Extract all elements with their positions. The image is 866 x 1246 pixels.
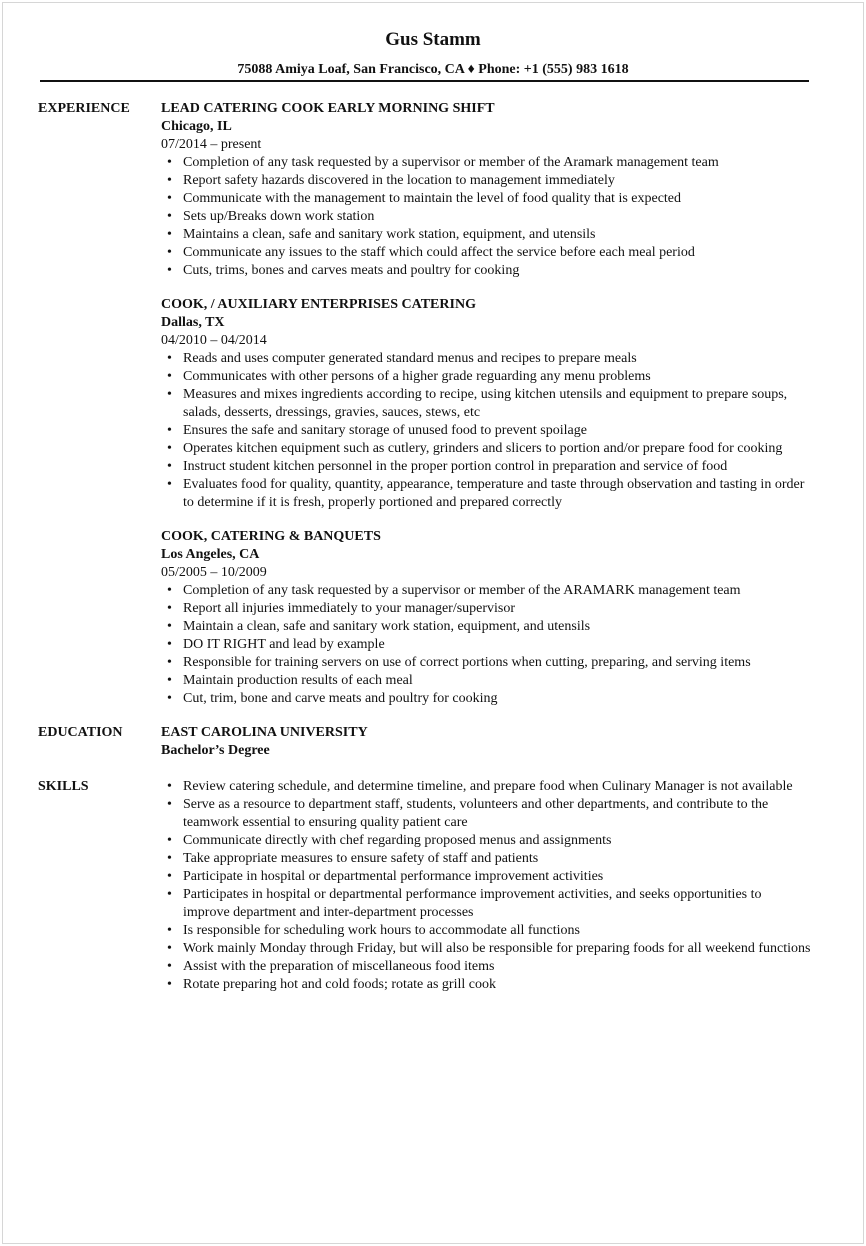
resume-content [0,100,866,994]
job-duties [161,154,811,280]
skill-item: • Communicate directly with chef regarding proposed menus and assignments [161,832,811,850]
duty-item: • DO IT RIGHT and lead by example [161,636,811,654]
skill-item: • Work mainly Monday through Friday, but will also be responsible for preparing foods for all weekend functions [161,940,811,958]
duty-item: • Maintain a clean, safe and sanitary work station, equipment, and utensils [161,618,811,636]
skill-item: • Take appropriate measures to ensure safety of staff and patients [161,850,811,868]
skill-item: • Is responsible for scheduling work hours to accommodate all functions [161,922,811,940]
skill-item: • Assist with the preparation of miscellaneous food items [161,958,811,976]
skills-heading: SKILLS [38,779,89,794]
job-location: Los Angeles, CA [161,547,260,562]
duty-item: • Cuts, trims, bones and carves meats and poultry for cooking [161,262,811,280]
duty-item: • Communicate any issues to the staff which could affect the service before each meal period [161,244,811,262]
duty-item: • Report safety hazards discovered in the location to management immediately [161,172,811,190]
degree-name: Bachelor’s Degree [161,743,270,758]
duty-item: • Maintain production results of each meal [161,672,811,690]
job-entry [161,296,811,512]
job-location: Chicago, IL [161,119,232,134]
education-heading: EDUCATION [38,725,123,740]
duty-item: • Evaluates food for quality, quantity, appearance, temperature and taste through observation and tasting in order to determine if it is fresh, properly portioned and prepared correctly [161,476,811,512]
duty-item: • Completion of any task requested by a supervisor or member of the Aramark management team [161,154,811,172]
header-divider [40,80,809,82]
duty-item: • Operates kitchen equipment such as cutlery, grinders and slicers to portion and/or prepare food for cooking [161,440,811,458]
job-dates: 05/2005 – 10/2009 [161,565,267,580]
duty-item: • Responsible for training servers on use of correct portions when cutting, preparing, and serving items [161,654,811,672]
job-duties [161,582,811,708]
duty-item: • Sets up/Breaks down work station [161,208,811,226]
contact-line: 75088 Amiya Loaf, San Francisco, CA ♦ Phone: +1 (555) 983 1618 [237,62,629,77]
job-title: LEAD CATERING COOK EARLY MORNING SHIFT [161,101,495,116]
duty-item: • Maintains a clean, safe and sanitary work station, equipment, and utensils [161,226,811,244]
duty-item: • Report all injuries immediately to your manager/supervisor [161,600,811,618]
job-dates: 04/2010 – 04/2014 [161,333,267,348]
duty-item: • Instruct student kitchen personnel in the proper portion control in preparation and service of food [161,458,811,476]
skill-item: • Review catering schedule, and determine timeline, and prepare food when Culinary Manager is not available [161,778,811,796]
job-title: COOK, CATERING & BANQUETS [161,529,381,544]
duty-item: • Cut, trim, bone and carve meats and poultry for cooking [161,690,811,708]
duty-item: • Measures and mixes ingredients according to recipe, using kitchen utensils and equipment to prepare soups, salads, desserts, dressings, gravies, sauces, stews, etc [161,386,811,422]
skills-list [161,778,811,994]
duty-item: • Communicate with the management to maintain the level of food quality that is expected [161,190,811,208]
skill-item: • Participates in hospital or departmental performance improvement activities, and seeks opportunities to improve department and inter-department processes [161,886,811,922]
duty-item: • Communicates with other persons of a higher grade reguarding any menu problems [161,368,811,386]
job-entry [161,528,811,708]
school-name: EAST CAROLINA UNIVERSITY [161,725,368,740]
experience-section [0,100,866,708]
education-section [0,724,866,760]
candidate-name: Gus Stamm [385,29,481,50]
job-duties [161,350,811,512]
duty-item: • Completion of any task requested by a supervisor or member of the ARAMARK management team [161,582,811,600]
skill-item: • Rotate preparing hot and cold foods; rotate as grill cook [161,976,811,994]
job-dates: 07/2014 – present [161,137,262,152]
skills-section [0,778,866,994]
duty-item: • Ensures the safe and sanitary storage of unused food to prevent spoilage [161,422,811,440]
experience-heading: EXPERIENCE [38,101,130,116]
duty-item: • Reads and uses computer generated standard menus and recipes to prepare meals [161,350,811,368]
skill-item: • Participate in hospital or departmental performance improvement activities [161,868,811,886]
job-location: Dallas, TX [161,315,225,330]
job-title: COOK, / AUXILIARY ENTERPRISES CATERING [161,297,476,312]
job-entry [161,100,811,280]
skill-item: • Serve as a resource to department staff, students, volunteers and other departments, and contribute to the teamwork essential to ensuring quality patient care [161,796,811,832]
